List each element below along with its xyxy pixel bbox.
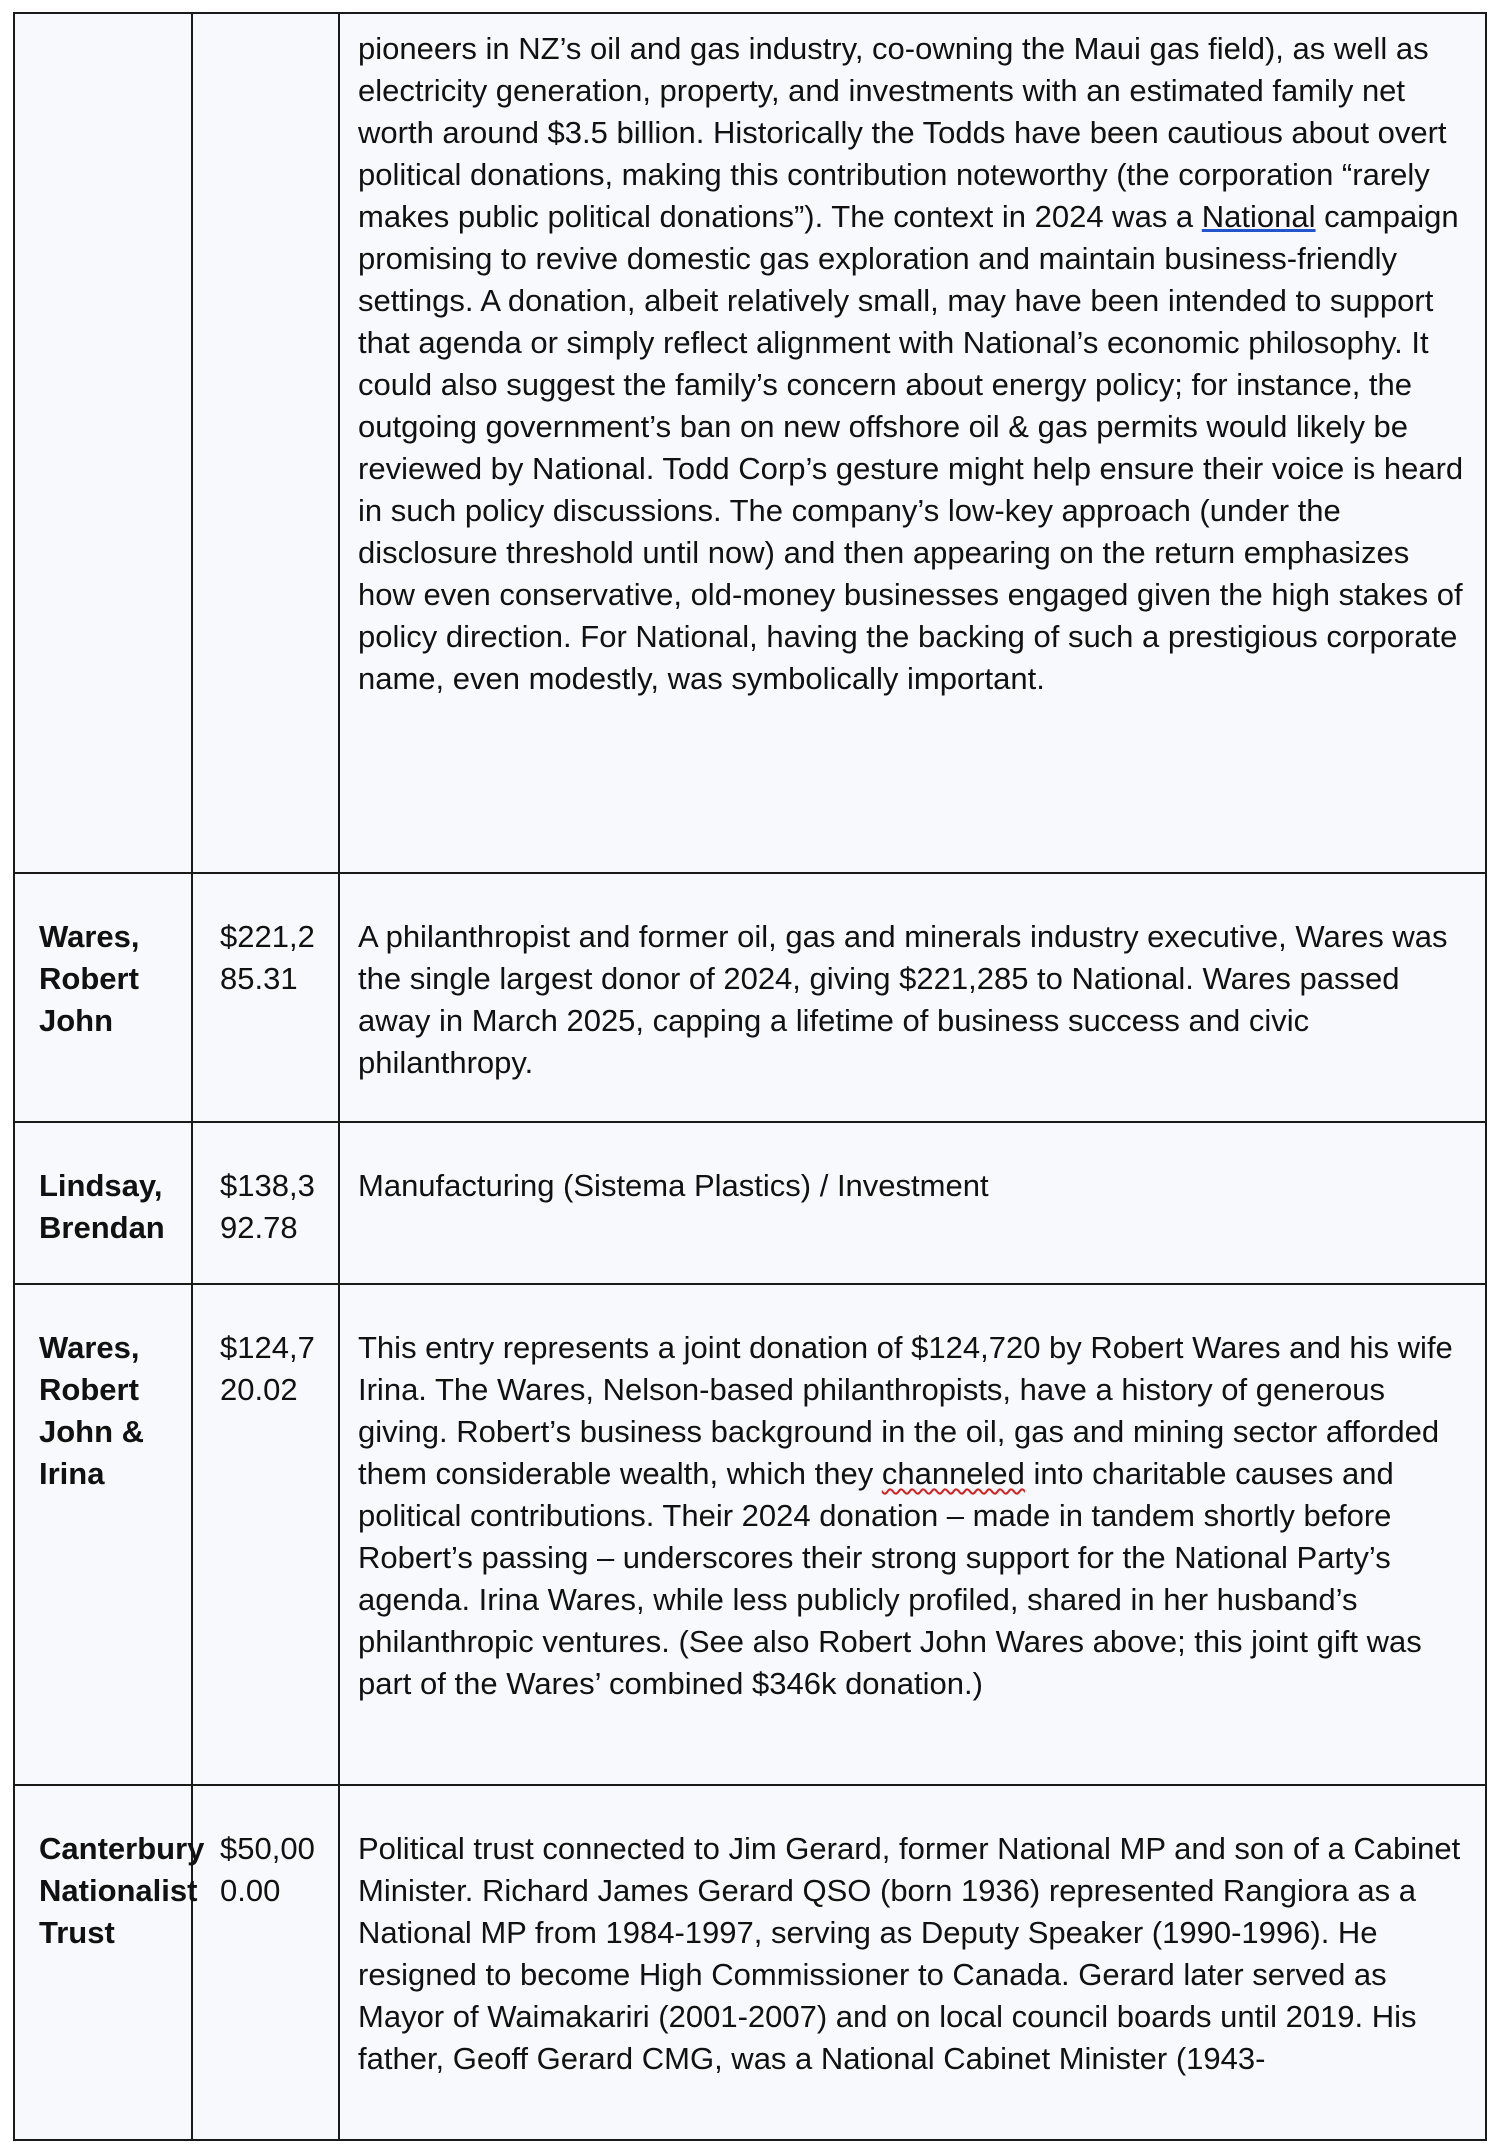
description-text: This entry represents a joint donation of $124,720 by Robert Wares and his wife Irina. The Wares, Nelson-based philanthropists, have a history of generous giving. Robert’s business background in the oil, gas and mining sector afforded them considerable wealth, which they [358, 1330, 1453, 1491]
table-row [14, 13, 1486, 873]
donation-amount-cell: $50,000.00 [192, 1785, 339, 2140]
donation-amount-cell: $221,285.31 [192, 873, 339, 1122]
donation-amount-cell: $138,392.78 [192, 1122, 339, 1284]
donor-description-cell [339, 13, 1486, 873]
table-row [14, 1122, 1486, 1284]
donor-description-cell: Political trust connected to Jim Gerard, former National MP and son of a Cabinet Minister. Richard James Gerard QSO (born 1936) represented Rangiora as a National MP from 1984-1997, serving as Deputy Speaker (1990-1996). He resigned to become High Commissioner to Canada. Gerard later served as Mayor of Waimakariri (2001-2007) and on local council boards until 2019. His father, Geoff Gerard CMG, was a National Cabinet Minister (1943- [339, 1785, 1486, 2140]
donor-description-cell: A philanthropist and former oil, gas and minerals industry executive, Wares was the single largest donor of 2024, giving $221,285 to National. Wares passed away in March 2025, capping a lifetime of business success and civic philanthropy. [339, 873, 1486, 1122]
spellcheck-flagged-word[interactable]: channeled [881, 1456, 1025, 1491]
donor-name-cell: Canterbury Nationalist Trust [14, 1785, 192, 2140]
table-row [14, 1785, 1486, 2140]
table-row [14, 1284, 1486, 1785]
donor-description-cell: Manufacturing (Sistema Plastics) / Investment [339, 1122, 1486, 1284]
donor-description-cell [339, 1284, 1486, 1785]
description-text: pioneers in NZ’s oil and gas industry, co-owning the Maui gas field), as well as electricity generation, property, and investments with an estimated family net worth around $3.5 billion. Historically the Todds have been cautious about overt political donations, making this contribution noteworthy (the corporation “rarely makes public political donations”). The context in 2024 was a [358, 31, 1447, 234]
donor-name-cell: Wares, Robert John [14, 873, 192, 1122]
description-text: into charitable causes and political contributions. Their 2024 donation – made in tandem shortly before Robert’s passing – underscores their strong support for the National Party’s agenda. Irina Wares, while less publicly profiled, shared in her husband’s philanthropic ventures. (See also Robert John Wares above; this joint gift was part of the Wares’ combined $346k donation.) [358, 1456, 1422, 1701]
donation-amount-cell: $124,720.02 [192, 1284, 339, 1785]
table-row [14, 873, 1486, 1122]
donation-amount-cell [192, 13, 339, 873]
donations-table [13, 12, 1487, 2141]
donor-name-cell: Wares, Robert John & Irina [14, 1284, 192, 1785]
donor-name-cell [14, 13, 192, 873]
national-link[interactable]: National [1201, 199, 1316, 234]
description-text: campaign promising to revive domestic gas exploration and maintain business-friendly settings. A donation, albeit relatively small, may have been intended to support that agenda or simply reflect alignment with National’s economic philosophy. It could also suggest the family’s concern about energy policy; for instance, the outgoing government’s ban on new offshore oil & gas permits would likely be reviewed by National. Todd Corp’s gesture might help ensure their voice is heard in such policy discussions. The company’s low-key approach (under the disclosure threshold until now) and then appearing on the return emphasizes how even conservative, old-money businesses engaged given the high stakes of policy direction. For National, having the backing of such a prestigious corporate name, even modestly, was symbolically important. [358, 199, 1464, 696]
donor-name-cell: Lindsay, Brendan [14, 1122, 192, 1284]
